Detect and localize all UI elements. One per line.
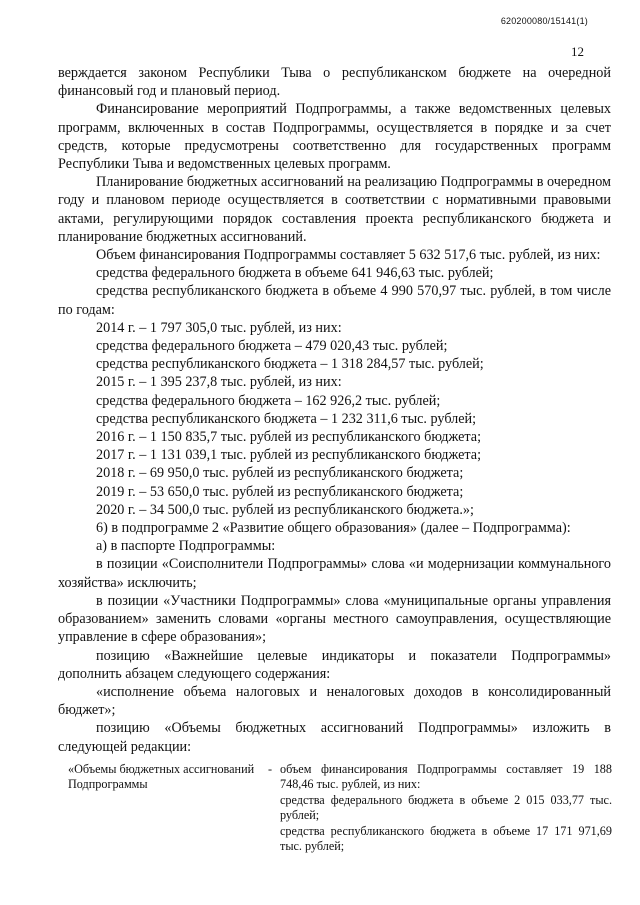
paragraph: а) в паспорте Подпрограммы: [96,538,276,555]
paragraph: в позиции «Соисполнители Подпрограммы» слова «и модернизации коммунального хозяйства» исключить; [58,556,611,591]
paragraph: средства республиканского бюджета – 1 318 284,57 тыс. рублей; [96,356,484,373]
document-id: 620200080/15141(1) [500,16,588,26]
table-value-line: средства федерального бюджета в объеме 2 015 033,77 тыс. рублей; [280,792,612,823]
paragraph: в позиции «Участники Подпрограммы» слова «муниципальные органы управления образованием» заменить словами «органы местного самоуправления, осуществляющие управление в сфере образования»; [58,592,611,646]
paragraph: средства федерального бюджета в объеме 641 946,63 тыс. рублей; [96,265,494,282]
paragraph: 2016 г. – 1 150 835,7 тыс. рублей из республиканского бюджета; [96,429,482,446]
paragraph: позицию «Важнейшие целевые индикаторы и показатели Подпрограммы» дополнить абзацем следующего содержания: [58,647,611,682]
paragraph: 2020 г. – 34 500,0 тыс. рублей из республиканского бюджета.»; [96,501,474,518]
paragraph: средства федерального бюджета – 162 926,2 тыс. рублей; [96,392,441,409]
paragraph: 6) в подпрограмме 2 «Развитие общего образования» (далее – Подпрограмма): [96,520,571,537]
paragraph: 2014 г. – 1 797 305,0 тыс. рублей, из них: [96,319,342,336]
paragraph: позицию «Объемы бюджетных ассигнований Подпрограммы» изложить в следующей редакции: [58,720,611,755]
paragraph: «исполнение объема налоговых и неналоговых доходов в консолидированный бюджет»; [58,683,611,719]
paragraph: верждается законом Республики Тыва о республиканском бюджете на очередной финансовый год и плановый период. [58,65,611,100]
table-value-cell [280,762,612,854]
document-body [58,64,611,756]
passport-table [60,762,612,854]
paragraph: Финансирование мероприятий Подпрограммы, а также ведомственных целевых программ, включенных в состав Подпрограммы, осуществляется в порядке и за счет средств, которые предусмотрены соответственно для государственных программ Республики Тыва и ведомственных целевых программ. [58,101,611,173]
paragraph: средства федерального бюджета – 479 020,43 тыс. рублей; [96,338,448,355]
page-number: 12 [571,44,584,59]
paragraph: 2017 г. – 1 131 039,1 тыс. рублей из республиканского бюджета; [96,447,482,464]
paragraph: Объем финансирования Подпрограммы составляет 5 632 517,6 тыс. рублей, из них: [96,247,601,264]
paragraph: средства республиканского бюджета – 1 232 311,6 тыс. рублей; [96,410,477,427]
table-value-line: средства республиканского бюджета в объеме 17 171 971,69 тыс. рублей; [280,823,612,854]
table-dash: - [267,762,273,776]
paragraph: Планирование бюджетных ассигнований на реализацию Подпрограммы в очередном году и плановом периоде осуществляется в соответствии с нормативными правовыми актами, регулирующими порядок составления проекта республиканского бюджета и планирование бюджетных ассигнований. [58,174,611,245]
paragraph: 2015 г. – 1 395 237,8 тыс. рублей, из них: [96,374,342,391]
table-value-line: объем финансирования Подпрограммы составляет 19 188 748,46 тыс. рублей, из них: [280,762,612,792]
table-label-cell: «Объемы бюджетных ассигнований Подпрограммы [68,762,255,792]
paragraph: 2019 г. – 53 650,0 тыс. рублей из республиканского бюджета; [96,483,464,500]
paragraph: 2018 г. – 69 950,0 тыс. рублей из республиканского бюджета; [96,465,464,482]
paragraph: средства республиканского бюджета в объеме 4 990 570,97 тыс. рублей, в том числе по годам: [58,283,611,318]
